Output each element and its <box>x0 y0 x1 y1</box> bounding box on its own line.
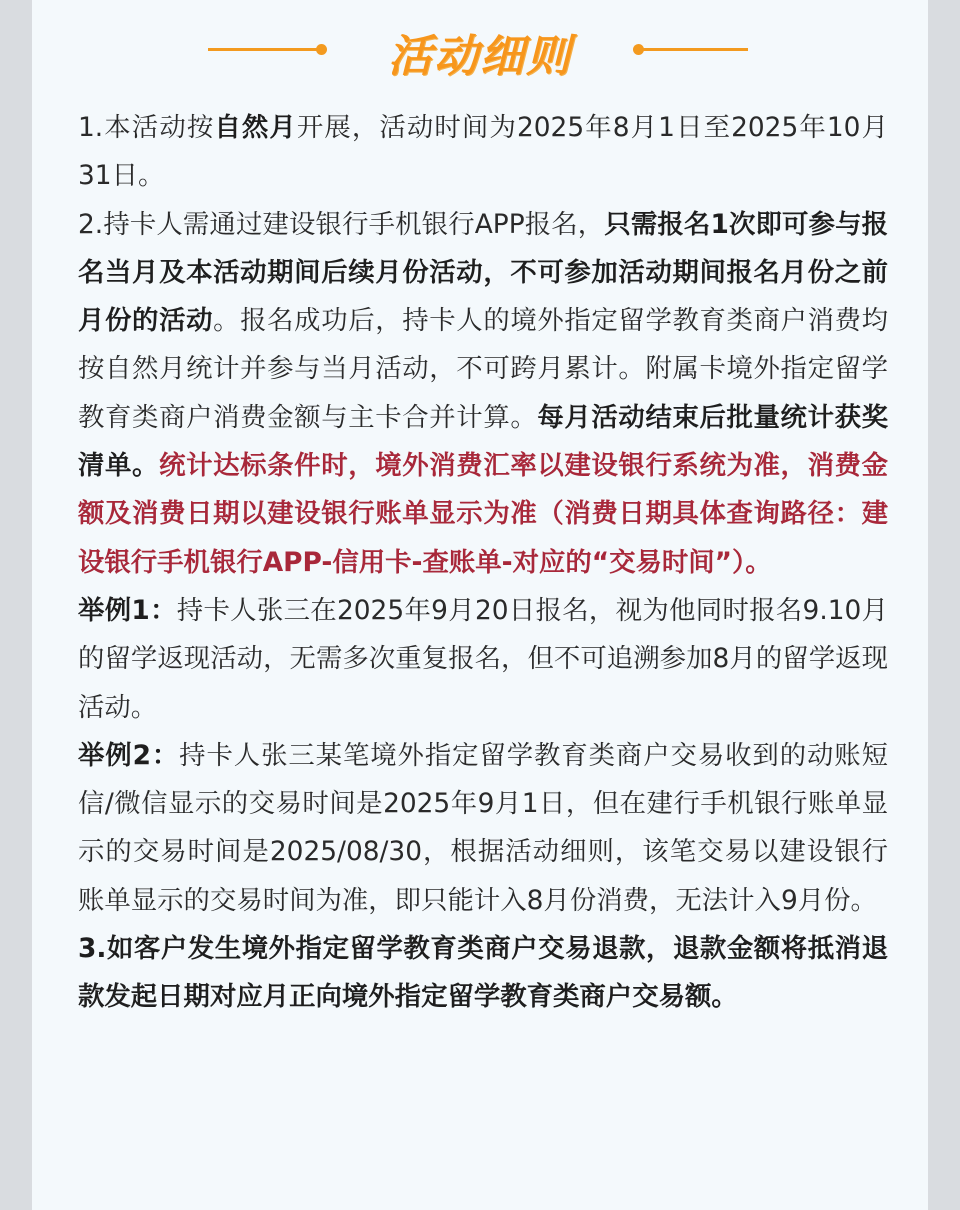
rules-panel <box>32 0 928 1210</box>
rule-1-text-c: 开展，活动时间为2025年8月1日至2025年10月31日。 <box>78 112 888 192</box>
rules-content <box>78 104 888 1022</box>
example-1-text: 持卡人张三在2025年9月20日报名，视为他同时报名9.10月的留学返现活动，无需多次重复报名，但不可追溯参加8月的留学返现活动。 <box>78 594 888 723</box>
example-1-label: 举例1： <box>78 594 177 626</box>
title-row <box>32 18 928 80</box>
example-2-text: 持卡人张三某笔境外指定留学教育类商户交易收到的动账短信/微信显示的交易时间是2025年9月1日，但在建行手机银行账单显示的交易时间是2025/08/30，根据活动细则，该笔交易以建设银行账单显示的交易时间为准，即只能计入8月份消费，无法计入9月份。 <box>78 739 888 916</box>
example-1 <box>78 587 888 732</box>
rule-3-bold: 3.如客户发生境外指定留学教育类商户交易退款，退款金额将抵消退款发起日期对应月正向境外指定留学教育类商户交易额。 <box>78 933 888 1013</box>
rule-2-red-note: 统计达标条件时，境外消费汇率以建设银行系统为准，消费金额及消费日期以建设银行账单显示为准（消费日期具体查询路径：建设银行手机银行APP-信用卡-查账单-对应的“交易时间”）。 <box>78 450 889 578</box>
rule-1 <box>78 104 888 201</box>
rule-1-bold: 自然月 <box>214 112 297 143</box>
example-2 <box>78 732 888 925</box>
rule-2-bold-1: 只需报名1次即可参与报名当月及本活动期间后续月份活动，不可参加活动期间报名月份之前月份的活动 <box>78 208 888 337</box>
rule-2-text-c: 。报名成功后，持卡人的境外指定留学教育类商户消费均按自然月统计并参与当月活动，不可跨月累计。附属卡境外指定留学教育类商户消费金额与主卡合并计算。 <box>78 305 889 433</box>
rule-1-text-a: 1.本活动按 <box>78 112 215 143</box>
rule-3 <box>78 925 888 1022</box>
rule-2-bold-2: 每月活动结束后批量统计获奖清单。 <box>78 401 889 482</box>
rule-2-text-a: 2.持卡人需通过建设银行手机银行APP报名， <box>78 208 605 240</box>
rule-2 <box>78 201 888 587</box>
title-deco-line-right <box>636 48 748 51</box>
example-2-label: 举例2： <box>78 739 180 771</box>
page-title: 活动细则 <box>388 31 572 82</box>
